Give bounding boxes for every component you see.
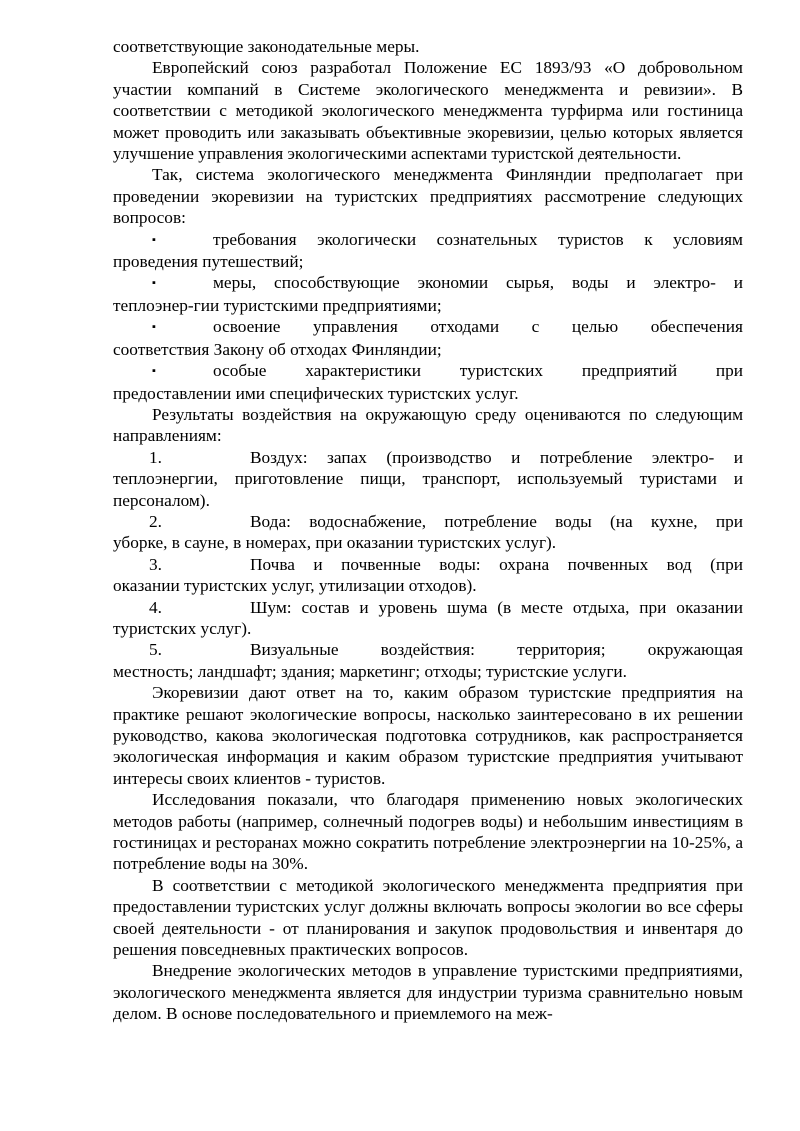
list-item [113,316,743,360]
paragraph: Исследования показали, что благодаря применению новых экологических методов работы (например, солнечный подогрев воды) и небольшим инвестициям в гостиницах и ресторанах можно сократить потребление электроэнергии на 10-25%, а потребление воды на 30%. [113,790,743,874]
list-item [113,554,743,597]
list-item [113,511,743,554]
paragraph: Европейский союз разработал Положение ЕС 1893/93 «О добровольном участии компаний в Системе экологического менеджмента и ревизии». В соответствии с методикой экологического менеджмента турфирма или гостиница может проводить или заказывать объективные экоревизии, целью которых является улучшение управления экологическими аспектами туристской деятельности. [113,58,743,164]
list-item-text: меры, способствующие экономии сырья, воды и электро- и [213,273,743,293]
list-item-text: освоение управления отходами с целью обеспечения [213,317,743,337]
list-number: 4. [149,597,162,617]
paragraph: Результаты воздействия на окружающую среду оцениваются по следующим направлениям: [113,404,743,446]
list-item-text: соответствия Закону об отходах Финляндии; [113,339,442,359]
list-item-text: требования экологически сознательных туристов к условиям [213,229,743,249]
numbered-list [113,447,743,682]
bullet-icon: ▪ [152,365,156,378]
list-item-text: оказании туристских услуг, утилизации отходов). [113,576,477,596]
list-item-text: Визуальные воздействия: территория; окружающая [250,640,743,660]
list-item-text: Почва и почвенные воды: охрана почвенных вод (при [250,554,743,574]
list-item [113,229,743,273]
list-item-text: проведения путешествий; [113,252,304,272]
list-item-text: Шум: состав и уровень шума (в месте отдыха, при оказании [250,597,743,617]
bullet-icon: ▪ [152,321,156,334]
bullet-icon: ▪ [152,277,156,290]
list-item-text: Воздух: запах (производство и потребление электро- и [250,447,743,467]
list-item-text: Вода: водоснабжение, потребление воды (на кухне, при [250,511,743,531]
list-item [113,597,743,640]
paragraph: соответствующие законодательные меры. [113,37,420,56]
list-number: 5. [149,640,162,660]
list-number: 3. [149,554,162,574]
paragraph: Внедрение экологических методов в управление туристскими предприятиями, экологического менеджмента является для индустрии туризма сравнительно новым делом. В основе последовательного и приемлемого на меж- [113,961,743,1024]
bullet-icon: ▪ [152,233,156,246]
document-page [113,36,743,1025]
list-item [113,639,743,682]
list-item-text: местность; ландшафт; здания; маркетинг; отходы; туристские услуги. [113,661,627,681]
list-item-text: туристских услуг). [113,618,252,638]
paragraph: Экоревизии дают ответ на то, каким образом туристские предприятия на практике решают экологические вопросы, насколько заинтересовано в их решении руководство, какова экологическая подготовка сотрудников, как распространяется экологическая информация и каким образом туристские предприятия учитывают интересы своих клиентов - туристов. [113,683,743,788]
list-item-text: теплоэнер-гии туристскими предприятиями; [113,295,442,315]
list-number: 2. [149,511,162,531]
list-number: 1. [149,447,162,467]
bullet-list [113,229,743,404]
list-item-text: особые характеристики туристских предприятий при [213,361,743,381]
paragraph: Так, система экологического менеджмента Финляндии предполагает при проведении экоревизии на туристских предприятиях рассмотрение следующих вопросов: [113,165,743,228]
list-item-text: уборке, в сауне, в номерах, при оказании туристских услуг). [113,533,557,553]
list-item [113,272,743,316]
list-item-text: предоставлении ими специфических туристских услуг. [113,383,519,403]
paragraph: В соответствии с методикой экологического менеджмента предприятия при предоставлении туристских услуг должны включать вопросы экологии во все сферы своей деятельности - от планирования и закупок продовольствия и инвентаря до решения повседневных практических вопросов. [113,875,743,960]
list-item [113,360,743,404]
list-item-text: теплоэнергии, приготовление пищи, транспорт, используемый туристами и персоналом). [113,469,743,510]
list-item [113,447,743,511]
